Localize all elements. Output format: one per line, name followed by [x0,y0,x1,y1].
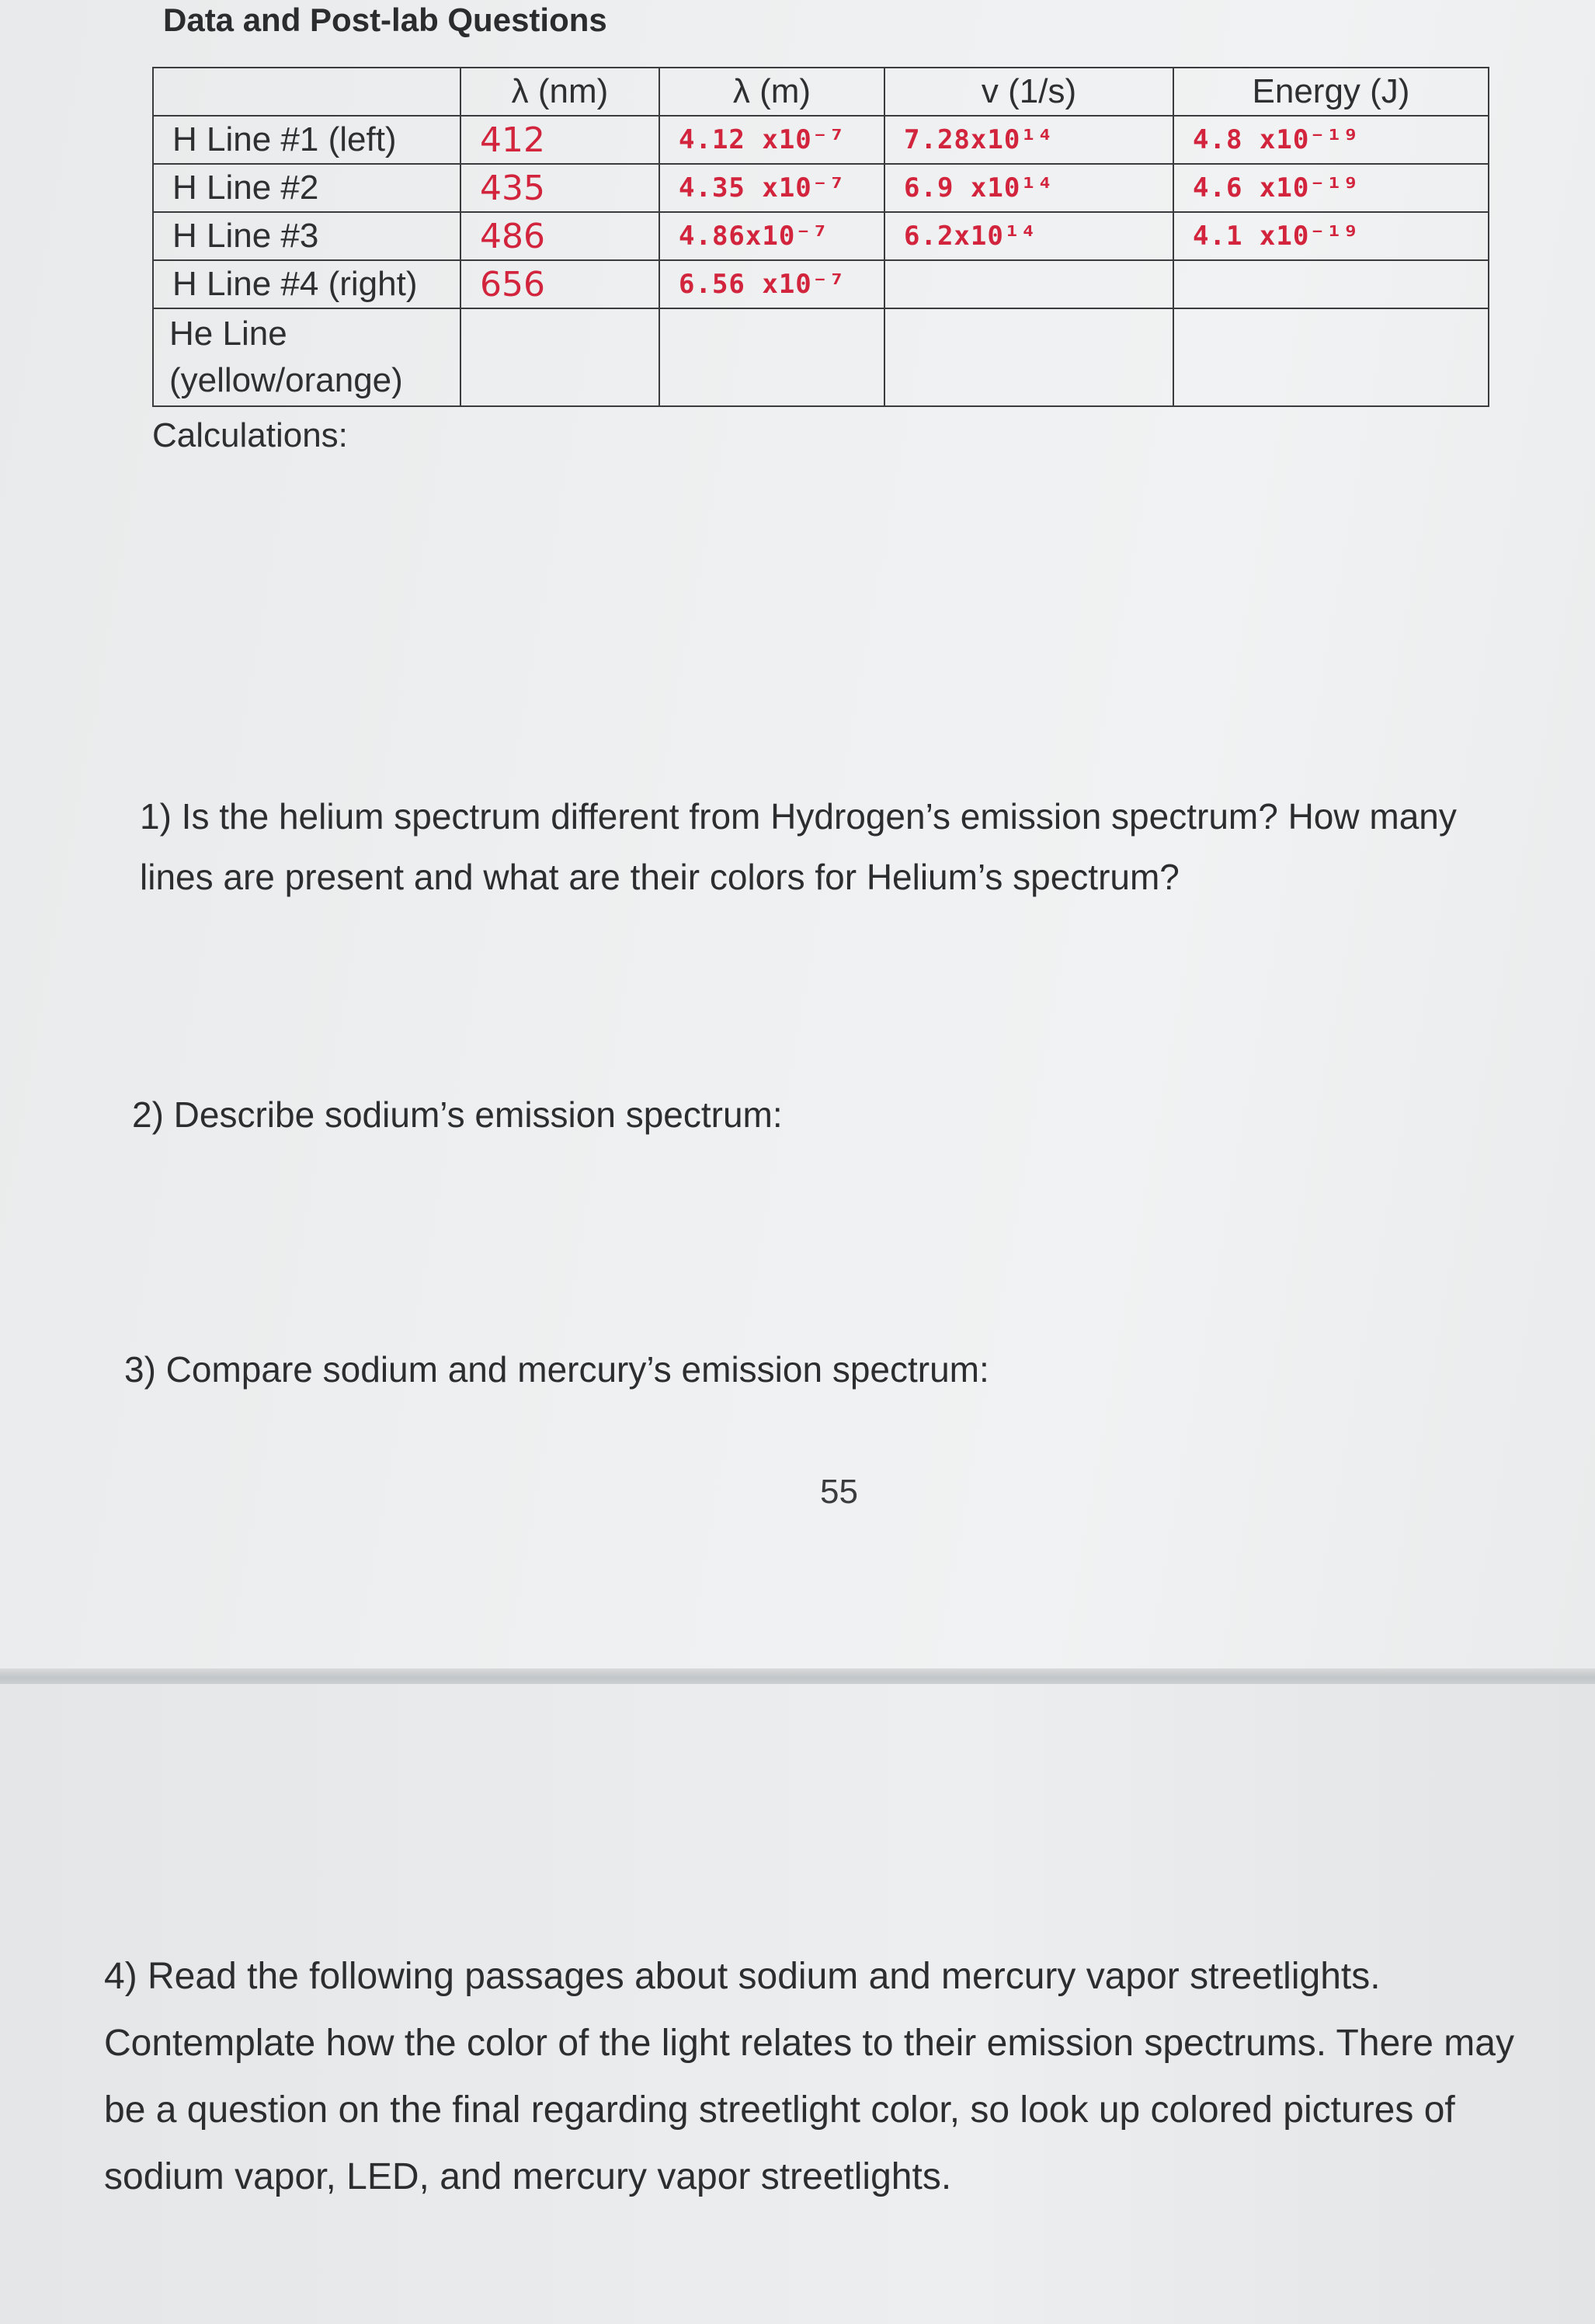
question-2: 2) Describe sodium’s emission spectrum: [132,1094,783,1135]
energy-cell: 4.1 x10⁻¹⁹ [1173,212,1489,260]
wavelength-nm-cell: 656 [460,260,659,308]
table-header-row [153,68,1489,116]
energy-cell [1173,308,1489,406]
header-cell-energy: Energy (J) [1173,68,1489,116]
frequency-cell [884,308,1173,406]
frequency-cell [884,260,1173,308]
energy-cell: 4.8 x10⁻¹⁹ [1173,116,1489,164]
wavelength-m-cell: 4.86x10⁻⁷ [659,212,884,260]
energy-cell [1173,260,1489,308]
wavelength-m-cell: 4.12 x10⁻⁷ [659,116,884,164]
header-cell-wavelength-m: λ (m) [659,68,884,116]
frequency-cell: 6.9 x10¹⁴ [884,164,1173,212]
energy-cell: 4.6 x10⁻¹⁹ [1173,164,1489,212]
row-label: H Line #1 (left) [153,116,460,164]
header-cell-wavelength-nm: λ (nm) [460,68,659,116]
wavelength-nm-cell: 412 [460,116,659,164]
page-heading: Data and Post-lab Questions [163,2,607,38]
wavelength-nm-cell: 435 [460,164,659,212]
wavelength-m-cell: 6.56 x10⁻⁷ [659,260,884,308]
frequency-cell: 6.2x10¹⁴ [884,212,1173,260]
wavelength-m-cell [659,308,884,406]
table-row [153,260,1489,308]
row-label: H Line #2 [153,164,460,212]
question-4: 4) Read the following passages about sodium and mercury vapor streetlights. Contemplate how the color of the light relates to their emission spectrums. There may be a question on the final regarding streetlight color, so look up colored pictures of sodium vapor, LED, and mercury vapor streetlights. [104,1956,1514,2197]
wavelength-nm-cell [460,308,659,406]
table-row [153,308,1489,406]
data-table [152,67,1489,407]
calculations-label: Calculations: [152,416,348,454]
table-row [153,212,1489,260]
row-label: He Line (yellow/orange) [153,308,460,406]
row-label: H Line #4 (right) [153,260,460,308]
header-cell-frequency: v (1/s) [884,68,1173,116]
row-label: H Line #3 [153,212,460,260]
wavelength-nm-cell: 486 [460,212,659,260]
wavelength-m-cell: 4.35 x10⁻⁷ [659,164,884,212]
frequency-cell: 7.28x10¹⁴ [884,116,1173,164]
question-3: 3) Compare sodium and mercury’s emission spectrum: [124,1349,989,1390]
table-row [153,164,1489,212]
question-1: 1) Is the helium spectrum different from Hydrogen’s emission spectrum? How many lines are present and what are their colors for Helium’s spectrum? [140,796,1457,897]
table-row [153,116,1489,164]
header-cell-label [153,68,460,116]
page-number: 55 [820,1473,858,1511]
